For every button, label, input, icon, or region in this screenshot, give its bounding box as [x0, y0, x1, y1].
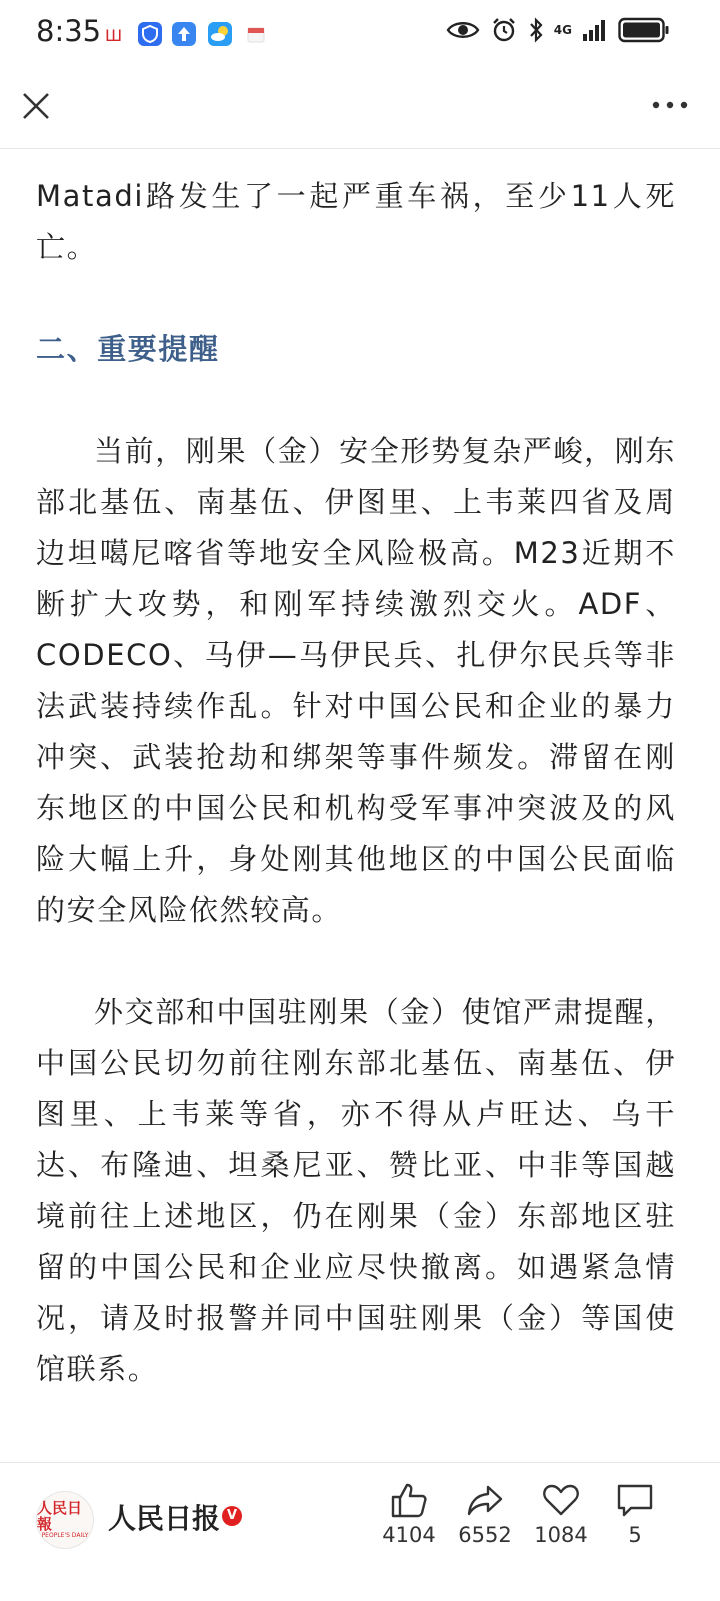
network-4g-icon: 4G [553, 23, 572, 37]
status-bar [0, 0, 720, 70]
svg-text:Ш: Ш [105, 26, 123, 45]
signal-icon [582, 18, 608, 42]
like-button[interactable] [374, 1481, 444, 1547]
social-app-icon [104, 22, 128, 46]
status-indicators [446, 16, 670, 44]
verified-badge: V [222, 1506, 242, 1526]
shield-app-icon [138, 22, 162, 46]
bottom-action-bar [0, 1462, 720, 1601]
favorite-button[interactable] [526, 1481, 596, 1547]
author-name[interactable]: 人民日报 [108, 1502, 221, 1535]
fragment-text: Matadi路发生了一起严重车祸，至少11人死亡。 [36, 179, 676, 264]
avatar[interactable] [36, 1491, 94, 1549]
more-options-button[interactable] [650, 90, 690, 120]
top-nav-bar [0, 70, 720, 149]
eye-icon [446, 18, 480, 42]
spacer [36, 273, 676, 324]
comment-button[interactable] [600, 1481, 670, 1547]
alarm-icon [490, 16, 518, 44]
bluetooth-icon [528, 16, 544, 44]
article-paragraph: 外交部和中国驻刚果（金）使馆严肃提醒，中国公民切勿前往刚东部北基伍、南基伍、伊图里、上韦莱等省，亦不得从卢旺达、乌干达、布隆迪、坦桑尼亚、赞比亚、中非等国越境前往上述地区，仍在刚果（金）东部地区驻留的中国公民和企业应尽快撤离。如遇紧急情况，请及时报警并同中国驻刚果（金）等国使馆联系。 [36, 995, 676, 1386]
share-button[interactable] [450, 1481, 520, 1547]
weather-app-icon [208, 22, 232, 46]
like-count: 4104 [382, 1523, 436, 1547]
status-time: 8:35 [36, 14, 102, 48]
more-icon [650, 90, 690, 120]
battery-icon [618, 17, 670, 43]
article-body [36, 120, 676, 1440]
avatar-logo: 人民日報 [37, 1499, 83, 1533]
spacer [36, 936, 676, 987]
avatar-subtitle: PEOPLE'S DAILY [41, 1532, 89, 1539]
share-icon [465, 1481, 505, 1519]
spacer [36, 375, 676, 426]
thumbs-up-icon [389, 1481, 429, 1519]
share-count: 6552 [458, 1523, 512, 1547]
favorite-count: 1084 [534, 1523, 588, 1547]
close-button[interactable] [20, 84, 52, 124]
upload-app-icon [172, 22, 196, 46]
section-heading: 二、重要提醒 [36, 332, 220, 366]
comment-count: 5 [628, 1523, 642, 1547]
close-icon [20, 84, 52, 124]
article-paragraph: 当前，刚果（金）安全形势复杂严峻，刚东部北基伍、南基伍、伊图里、上韦莱四省及周边坦噶尼喀省等地安全风险极高。M23近期不断扩大攻势，和刚军持续激烈交火。ADF、CODECO、马伊—马伊民兵、扎伊尔民兵等非法武装持续作乱。针对中国公民和企业的暴力冲突、武装抢劫和绑架等事件频发。滞留在刚东地区的中国公民和机构受军事冲突波及的风险大幅上升，身处刚其他地区的中国公民面临的安全风险依然较高。 [36, 434, 676, 927]
heart-icon [541, 1481, 581, 1519]
comment-icon [615, 1481, 655, 1519]
calendar-app-icon [244, 22, 268, 46]
